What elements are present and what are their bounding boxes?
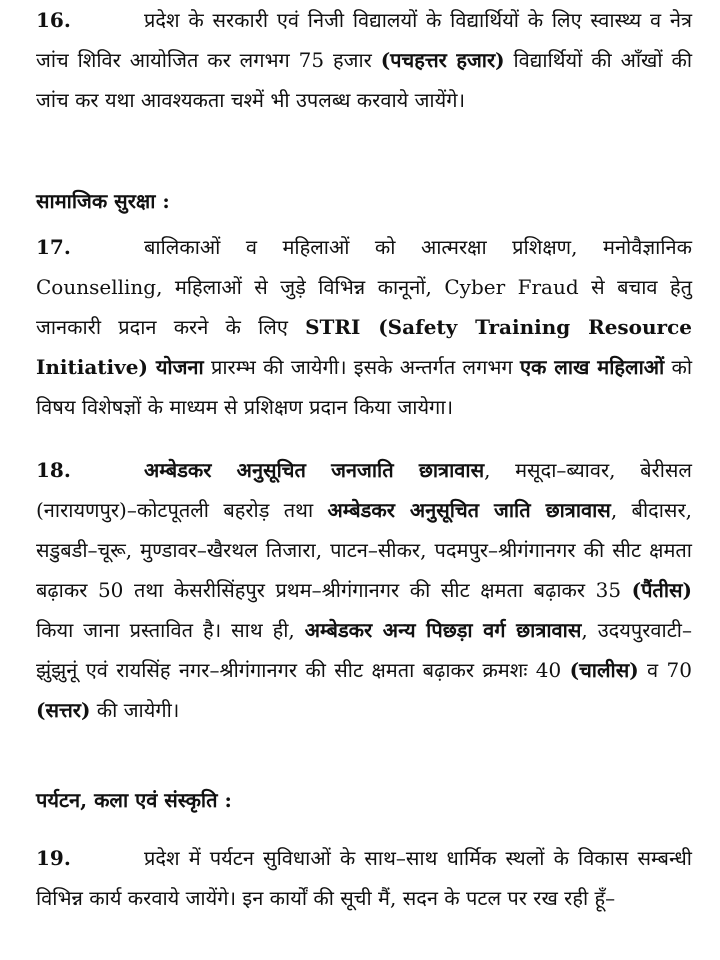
paragraph-19: [36, 838, 692, 918]
paragraph-text: व 70: [638, 658, 692, 682]
section-heading-social-security: सामाजिक सुरक्षा :: [36, 189, 170, 213]
paragraph-text: बालिकाओं व महिलाओं को आत्मरक्षा प्रशिक्षण, मनोवैज्ञानिक Counselling, महिलाओं से जुड़े विभिन्न कानूनों, Cyber Fraud से बचाव हेतु जानकारी प्रदान करने के लिए: [36, 235, 692, 339]
paragraph-text: विद्यार्थियों की आँखों की जांच कर यथा आवश्यकता चश्में भी उपलब्ध करवाये जायेंगे।: [36, 48, 693, 112]
paragraph-text: प्रदेश में पर्यटन सुविधाओं के साथ–साथ धार्मिक स्थलों के विकास सम्बन्धी विभिन्न कार्य करवाये जायेंगे। इन कार्यों की सूची मैं, सदन के पटल पर रख रही हूँ–: [36, 846, 692, 910]
section-heading-tourism: पर्यटन, कला एवं संस्कृति :: [36, 788, 232, 812]
paragraph-18: [36, 450, 692, 730]
bold-text: (चालीस): [569, 658, 639, 682]
bold-text: एक लाख महिलाओं: [519, 355, 665, 379]
bold-text: अम्बेडकर अन्य पिछड़ा वर्ग छात्रावास: [304, 618, 582, 642]
bold-text: (सत्तर): [36, 698, 91, 722]
paragraph-text: की जायेगी।: [90, 698, 180, 722]
paragraph-number: 16.: [36, 8, 71, 32]
paragraph-number: 18.: [36, 458, 71, 482]
bold-text: अम्बेडकर अनुसूचित जाति छात्रावास: [327, 498, 611, 522]
bold-text: (पैंतीस): [631, 578, 692, 602]
paragraph-text: , बीदासर, सडुबडी–चूरू, मुण्डावर–खैरथल तिजारा, पाटन–सीकर, पदमपुर–श्रीगंगानगर की सीट क्षमता बढ़ाकर 50 तथा केसरीसिंहपुर प्रथम–श्रीगंगानगर की सीट क्षमता बढ़ाकर 35: [36, 498, 692, 602]
paragraph-16: [36, 0, 692, 120]
paragraph-17: [36, 227, 692, 427]
bold-text: (पचहत्तर हजार): [380, 48, 505, 72]
paragraph-text: , उदयपुरवाटी–झुंझुनूं एवं रायसिंह नगर–श्रीगंगानगर की सीट क्षमता बढ़ाकर क्रमशः 40: [36, 618, 692, 682]
paragraph-text: प्रारम्भ की जायेगी। इसके अन्तर्गत लगभग: [203, 355, 520, 379]
paragraph-number: 19.: [36, 846, 71, 870]
paragraph-text: , मसूदा–ब्यावर, बेरीसल (नारायणपुर)–कोटपूतली बहरोड़ तथा: [36, 458, 692, 522]
paragraph-number: 17.: [36, 235, 71, 259]
bold-text: अम्बेडकर अनुसूचित जनजाति छात्रावास: [144, 458, 485, 482]
bold-text: STRI (Safety Training Resource Initiative) योजना: [36, 315, 692, 379]
paragraph-text: प्रदेश के सरकारी एवं निजी विद्यालयों के विद्यार्थियों के लिए स्वास्थ्य व नेत्र जांच शिविर आयोजित कर लगभग 75 हजार: [36, 8, 692, 72]
paragraph-text: को विषय विशेषज्ञों के माध्यम से प्रशिक्षण प्रदान किया जायेगा।: [36, 355, 693, 419]
paragraph-text: किया जाना प्रस्तावित है। साथ ही,: [36, 618, 305, 642]
